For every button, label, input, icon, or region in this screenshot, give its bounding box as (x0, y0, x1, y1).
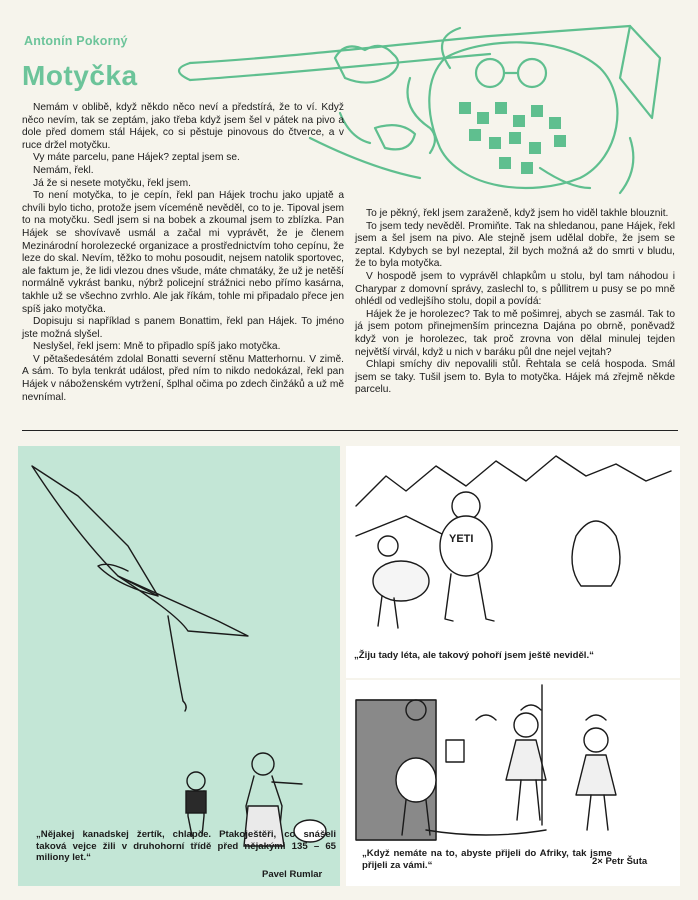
paragraph: To není motyčka, to je cepín, řekl pan Hájek trochu jako upjatě a chvíli bylo ticho, protože jsem víceméně nevěděl, co to je. Tipoval jsem to na motyčku. Sedl jsem si na bobek a zkoumal jsem to zblízka. Pan Hájek se shovívavě usmál a začal mi vyprávět, že je členem Mezinárodní horolezecké organizace a prostřednictvím toho cepínu, že leze do skal. Nevím, těžko to mohu posoudit, nejsem natolik sportovec, ale faktum je, že lidi vlezou dnes všude, máte chmatáky, že už je netěší normálně vykrást banku, nýbrž policejní strážnici nebo přímo kasárna, takhle už se všechno zvrhlo. Ale jak říkám, tohle mi připadalo přece jen spíš jako motyčka. (22, 190, 345, 315)
paragraph: Chlapi smíchy div nepovalili stůl. Řehtala se celá hospoda. Smál jsem se taky. Tušil jsem to. Byla to motyčka. Hájek má zřejmě někde parcelu. (355, 359, 675, 396)
article-author: Antonín Pokorný (24, 34, 128, 48)
cartoon-caption: „Žiju tady léta, ale takový pohoří jsem ještě neviděl.“ (354, 650, 594, 661)
paragraph: Nemám, řekl. (33, 164, 94, 176)
paragraph: Vy máte parcelu, pane Hájek? zeptal jsem se. (33, 152, 240, 164)
cartoon-pterosaur-panel (18, 446, 340, 886)
cartoon-caption: „Když nemáte na to, abyste přijeli do Afriky, tak jsme přijeli za vámi.“ (362, 848, 612, 871)
paragraph: Dopisuju si například s panem Bonattim, řekl pan Hájek. To jméno jste možná slyšel. (22, 316, 344, 340)
paragraph: Neslyšel, řekl jsem: Mně to připadlo spíš jako motyčka. (33, 341, 281, 353)
cartoon-africa-panel (346, 680, 680, 886)
cartoon-caption: „Nějakej kanadskej žertík, chlapče. Ptakoještěři, co snášeli taková vejce žili v druhohorní třídě před nějakými 135 – 65 miliony let.“ (36, 829, 336, 863)
article-column-1 (22, 102, 344, 404)
cartoon-credit: Pavel Rumlar (262, 869, 323, 880)
paragraph: To je pěkný, řekl jsem zaraženě, když jsem ho viděl takhle blouznit. (366, 208, 669, 219)
cartoon-credit: 2× Petr Šuta (592, 856, 648, 867)
article-column-2 (355, 208, 675, 397)
section-divider (22, 430, 678, 431)
paragraph: To jsem tedy nevěděl. Promiňte. Tak na shledanou, pane Hájek, řekl jsem a šel jsem na pivo. Ale stejně jsem udělal dobře, že jsem se zeptal. Kdybych se byl nezeptal, žil bych možná až do smrti v bludu, že to byla motyčka. (355, 220, 675, 270)
yeti-drawing (346, 446, 680, 646)
article-title: Motyčka (22, 60, 138, 91)
yeti-shirt-text: YETI (449, 533, 474, 545)
paragraph: Hájek že je horolezec? Tak to mě pošimrej, abych se zasmál. Tak to já jsem potom přinejmenším princezna Dajána po obrně, poněvadž když von je horolezec, tak proč zrovna von dělal minulej tejden největší virvál, když u nich v baráku půl dne nejel vejtah? (355, 308, 675, 358)
pterosaur-drawing (18, 446, 340, 846)
paragraph: Já že si nesete motyčku, řekl jsem. (33, 177, 191, 189)
cartoon-yeti-panel (346, 446, 680, 678)
paragraph: V hospodě jsem to vyprávěl chlapkům u stolu, byl tam náhodou i Charypar z domovní správy, zaslechl to, s půllitrem u pusy se po mně ohlédl od vedlejšího stolu, dopil a povídá: (355, 270, 675, 308)
paragraph: Nemám v oblibě, když někdo něco neví a předstírá, že to ví. Když něco nevím, tak se zeptám, jako třeba když jsem šel v pátek na pivo a dole před domem stál Hájek, co si pěstuje pinovous do čtverce, a v ruce držel motyčku. (22, 102, 344, 151)
paragraph: V pětašedesátém zdolal Bonatti severní stěnu Matterhornu. V zimě. A sám. To byla tenkrát událost, před ním to nikdo nedokázal, řekl pan Hájek v náboženském vytržení, šplhal očima po zdech činžáků a už mě nevnímal. (22, 353, 344, 403)
africa-drawing (346, 680, 680, 850)
